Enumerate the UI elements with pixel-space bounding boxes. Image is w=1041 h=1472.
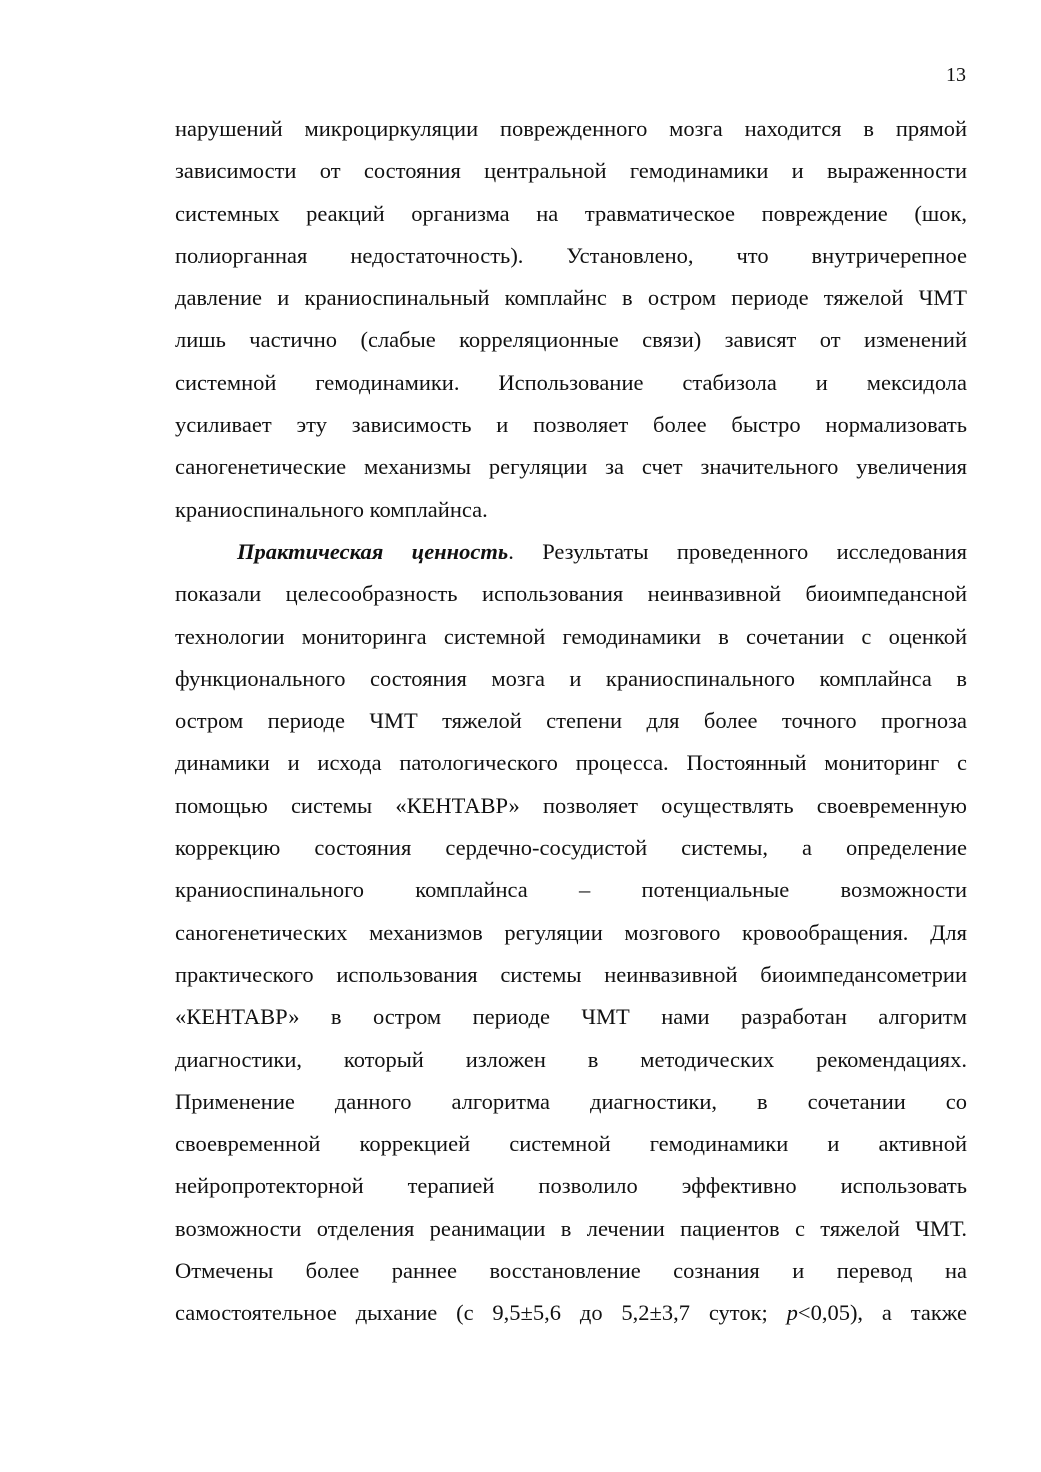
text-line: помощью системы «КЕНТАВР» позволяет осуществлять своевременную: [175, 792, 967, 818]
text-line: зависимости от состояния центральной гемодинамики и выраженности: [175, 158, 967, 184]
text-line: [175, 531, 967, 573]
text-line: системной гемодинамики. Использование стабизола и мексидола: [175, 369, 967, 395]
text-line: полиорганная недостаточность). Установлено, что внутричерепное: [175, 242, 967, 268]
paragraph-2: [175, 531, 967, 1335]
text-line: краниоспинального комплайнса – потенциальные возможности: [175, 877, 967, 903]
text-line: диагностики, который изложен в методических рекомендациях.: [175, 1046, 967, 1072]
text-line: нейропротекторной терапией позволило эффективно использовать: [175, 1173, 967, 1199]
text-fragment: самостоятельное дыхание (с 9,5±5,6 до 5,2±3,7 суток;: [175, 1300, 787, 1326]
text-line: показали целесообразность использования неинвазивной биоимпедансной: [175, 581, 967, 607]
text-line: краниоспинального комплайнса.: [175, 496, 488, 522]
text-line: динамики и исхода патологического процесса. Постоянный мониторинг с: [175, 750, 967, 776]
text-line: Применение данного алгоритма диагностики, в сочетании со: [175, 1088, 967, 1114]
text-line: возможности отделения реанимации в лечении пациентов с тяжелой ЧМТ.: [175, 1215, 967, 1241]
page-number: 13: [946, 64, 966, 86]
text-line: остром периоде ЧМТ тяжелой степени для более точного прогноза: [175, 708, 967, 734]
text-line: Отмечены более раннее восстановление сознания и перевод на: [175, 1258, 967, 1284]
text-line: усиливает эту зависимость и позволяет более быстро нормализовать: [175, 412, 967, 438]
text-fragment: <0,05), а также: [797, 1300, 967, 1326]
text-line: саногенетических механизмов регуляции мозгового кровообращения. Для: [175, 919, 967, 945]
text-line: [175, 1292, 967, 1334]
text-line: коррекцию состояния сердечно-сосудистой системы, а определение: [175, 835, 967, 861]
text-line: нарушений микроциркуляции поврежденного мозга находится в прямой: [175, 116, 967, 141]
text-line: технологии мониторинга системной гемодинамики в сочетании с оценкой: [175, 623, 967, 649]
text-line: «КЕНТАВР» в остром периоде ЧМТ нами разработан алгоритм: [175, 1004, 967, 1030]
text-line: практического использования системы неинвазивной биоимпедансометрии: [175, 961, 967, 987]
p-value-symbol: p: [786, 1300, 798, 1326]
text-line: давление и краниоспинальный комплайнс в остром периоде тяжелой ЧМТ: [175, 285, 967, 311]
text-line: функционального состояния мозга и краниоспинального комплайнса в: [175, 665, 967, 691]
paragraph-1: [175, 108, 967, 531]
body-text: [175, 108, 967, 1335]
section-heading: Практическая ценность: [237, 538, 509, 564]
text-line: системных реакций организма на травматическое повреждение (шок,: [175, 200, 967, 226]
text-fragment: . Результаты проведенного исследования: [508, 538, 967, 564]
text-line: саногенетические механизмы регуляции за счет значительного увеличения: [175, 454, 967, 480]
text-line: своевременной коррекцией системной гемодинамики и активной: [175, 1131, 967, 1157]
text-line: лишь частично (слабые корреляционные связи) зависят от изменений: [175, 327, 967, 353]
